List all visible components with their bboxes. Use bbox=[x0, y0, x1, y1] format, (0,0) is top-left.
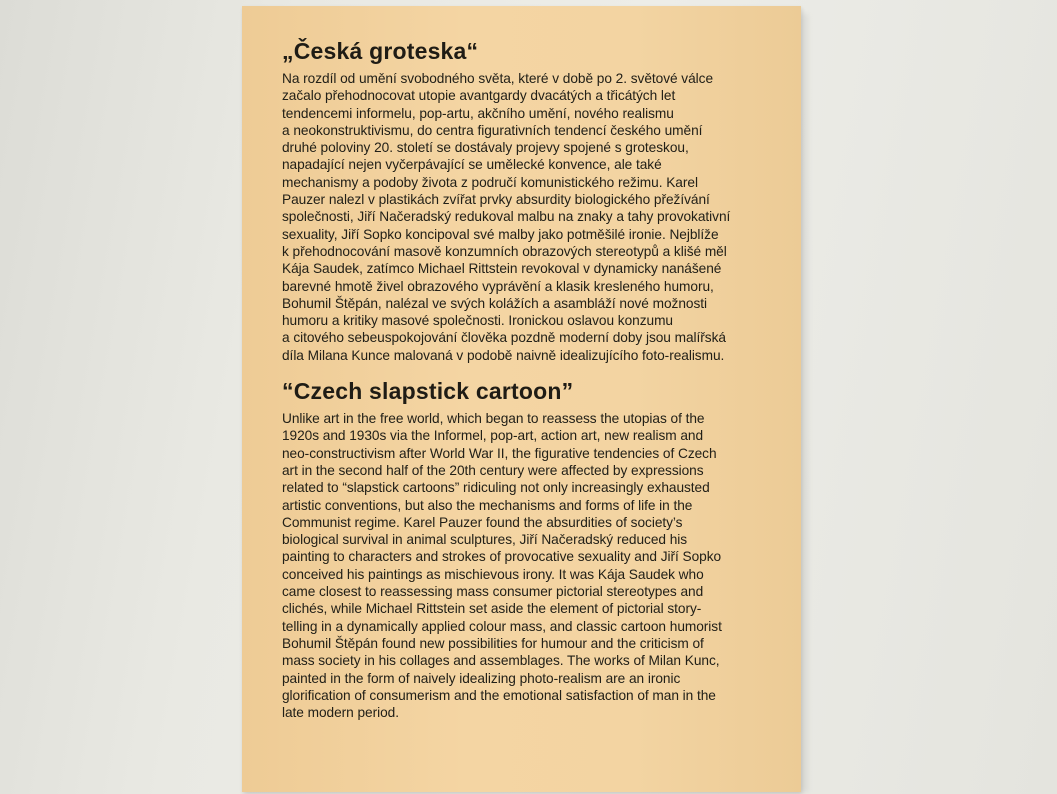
czech-line: a neokonstruktivismu, do centra figurativních tendencí českého umění bbox=[282, 122, 703, 138]
czech-line: společnosti, Jiří Načeradský redukoval malbu na znaky a tahy provokativní bbox=[282, 209, 731, 225]
english-paragraph bbox=[282, 410, 782, 721]
czech-line: Bohumil Štěpán, nalézal ve svých kolážích a asambláží nové možnosti bbox=[282, 295, 707, 311]
czech-line: začalo přehodnocovat utopie avantgardy dvacátých a třicátých let bbox=[282, 88, 676, 104]
czech-line: díla Milana Kunce malovaná v podobě naivně idealizujícího foto-realismu. bbox=[282, 347, 725, 363]
english-line: painted in the form of naively idealizing photo-realism are an ironic bbox=[282, 670, 681, 686]
english-line: telling in a dynamically applied colour mass, and classic cartoon humorist bbox=[282, 618, 722, 634]
english-line: Unlike art in the free world, which began to reassess the utopias of the bbox=[282, 411, 705, 427]
czech-line: Kája Saudek, zatímco Michael Rittstein revokoval v dynamicky nanášené bbox=[282, 261, 722, 277]
english-line: Bohumil Štěpán found new possibilities for humour and the criticism of bbox=[282, 635, 704, 651]
czech-line: Na rozdíl od umění svobodného světa, které v době po 2. světové válce bbox=[282, 71, 714, 86]
english-heading: “Czech slapstick cartoon” bbox=[282, 378, 574, 405]
czech-line: druhé poloviny 20. století se dostávaly projevy spojené s groteskou, bbox=[282, 140, 689, 156]
english-line: neo-constructivism after World War II, the figurative tendencies of Czech bbox=[282, 445, 717, 461]
czech-heading: „Česká groteska“ bbox=[282, 38, 479, 64]
english-line: late modern period. bbox=[282, 705, 399, 721]
exhibition-label-panel bbox=[242, 6, 801, 792]
english-line: related to “slapstick cartoons” ridiculing not only increasingly exhausted bbox=[282, 480, 710, 496]
czech-line: Pauzer nalezl v plastikách zvířat prvky absurdity biologického přežívání bbox=[282, 192, 710, 208]
czech-line: sexuality, Jiří Sopko koncipoval své malby jako potměšilé ironie. Nejblíže bbox=[282, 226, 719, 242]
english-line: clichés, while Michael Rittstein set aside the element of pictorial story- bbox=[282, 601, 702, 617]
czech-line: napadající nejen vyčerpávající se umělecké konvence, ale také bbox=[282, 157, 662, 173]
english-line: mass society in his collages and assemblages. The works of Milan Kunc, bbox=[282, 653, 720, 669]
english-line: biological survival in animal sculptures, Jiří Načeradský reduced his bbox=[282, 532, 688, 548]
english-line: came closest to reassessing mass consumer pictorial stereotypes and bbox=[282, 584, 704, 600]
panel-content bbox=[282, 38, 782, 721]
english-line: art in the second half of the 20th century were affected by expressions bbox=[282, 462, 704, 478]
czech-line: humoru a kritiky masové společnosti. Ironickou oslavou konzumu bbox=[282, 313, 673, 329]
english-line: painting to characters and strokes of provocative sexuality and Jiří Sopko bbox=[282, 549, 722, 565]
english-line: conceived his paintings as mischievous irony. It was Kája Saudek who bbox=[282, 566, 704, 582]
czech-line: tendencemi informelu, pop-artu, akčního umění, nového realismu bbox=[282, 105, 674, 121]
english-line: artistic conventions, but also the mechanisms and forms of life in the bbox=[282, 497, 693, 513]
english-line: Communist regime. Karel Pauzer found the absurdities of society’s bbox=[282, 514, 683, 530]
czech-paragraph bbox=[282, 70, 782, 364]
czech-line: k přehodnocování masově konzumních obrazových stereotypů a klišé měl bbox=[282, 243, 727, 259]
czech-line: mechanismy a podoby života z područí komunistického režimu. Karel bbox=[282, 174, 698, 190]
english-line: 1920s and 1930s via the Informel, pop-art, action art, new realism and bbox=[282, 428, 704, 444]
czech-line: a citového sebeuspokojování člověka pozdně moderní doby jsou malířská bbox=[282, 330, 726, 346]
english-line: glorification of consumerism and the emotional satisfaction of man in the bbox=[282, 687, 716, 703]
czech-line: barevné hmotě živel obrazového vyprávění a klasik kresleného humoru, bbox=[282, 278, 714, 294]
